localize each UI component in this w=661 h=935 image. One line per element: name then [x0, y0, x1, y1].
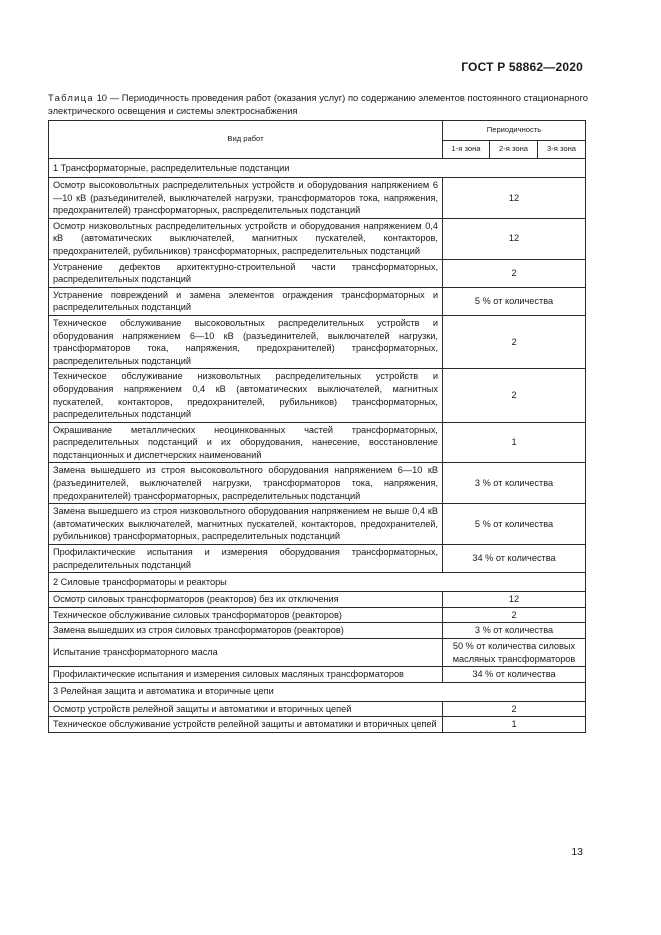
- periodicity-table: [48, 120, 586, 733]
- work-cell: Техническое обслуживание высоковольтных распределительных устройств и оборудования напряжением 6—10 кВ (разъединителей, выключателей нагрузки, трансформаторов тока, напряжения, предохранителей) трансформаторных, распределительных подстанций: [49, 315, 443, 368]
- periodicity-cell: 5 % от количества: [443, 504, 586, 545]
- table-caption: [48, 91, 588, 117]
- work-cell: Испытание трансформаторного масла: [49, 639, 443, 667]
- periodicity-cell: 34 % от количества: [443, 545, 586, 573]
- periodicity-cell: 3 % от количества: [443, 623, 586, 639]
- periodicity-cell: 12: [443, 218, 586, 259]
- column-header-work: Вид работ: [49, 121, 443, 159]
- periodicity-cell: 2: [443, 259, 586, 287]
- work-cell: Техническое обслуживание устройств релейной защиты и автоматики и вторичных цепей: [49, 717, 443, 733]
- periodicity-cell: 2: [443, 369, 586, 422]
- caption-text: 10 — Периодичность проведения работ (оказания услуг) по содержанию элементов постоянного стационарного электрического освещения и системы электроснабжения: [48, 92, 588, 116]
- work-cell: Устранение дефектов архитектурно-строительной части трансформаторных, распределительных подстанций: [49, 259, 443, 287]
- caption-lead: Таблица: [48, 92, 94, 103]
- work-cell: Техническое обслуживание низковольтных распределительных устройств и оборудования напряжением 0,4 кВ (автоматических выключателей, магнитных пускателей, контакторов, предохранителей, рубильников) трансформаторных, распределительных подстанций: [49, 369, 443, 422]
- column-header-zone-2: 2-я зона: [490, 141, 538, 159]
- periodicity-cell: 34 % от количества: [443, 667, 586, 683]
- work-cell: Замена вышедшего из строя высоковольтного оборудования напряжением 6—10 кВ (разъединителей, выключателей нагрузки, трансформаторов тока, напряжения, предохранителей) трансформаторных, распределительных подстанций: [49, 463, 443, 504]
- periodicity-cell: 3 % от количества: [443, 463, 586, 504]
- column-header-zone-1: 1-я зона: [443, 141, 490, 159]
- periodicity-cell: 2: [443, 315, 586, 368]
- work-cell: Осмотр силовых трансформаторов (реакторов) без их отключения: [49, 592, 443, 608]
- work-cell: Осмотр высоковольтных распределительных устройств и оборудования напряжением 6—10 кВ (разъединителей, выключателей нагрузки, трансформаторов тока, напряжения, предохранителей) трансформаторных, распределительных подстанций: [49, 178, 443, 219]
- work-cell: Окрашивание металлических неоцинкованных частей трансформаторных, распределительных подстанций и их оборудования, нанесение, восстановление подстанционных и диспетчерских наименований: [49, 422, 443, 463]
- periodicity-cell: 2: [443, 701, 586, 717]
- periodicity-cell: 1: [443, 422, 586, 463]
- work-cell: Осмотр низковольтных распределительных устройств и оборудования напряжением 0,4 кВ (автоматических выключателей, магнитных пускателей, контакторов, предохранителей, рубильников) трансформаторных, распределительных подстанций: [49, 218, 443, 259]
- periodicity-cell: 12: [443, 178, 586, 219]
- work-cell: Замена вышедшего из строя низковольтного оборудования напряжением не выше 0,4 кВ (автоматических выключателей, магнитных пускателей, контакторов, предохранителей, рубильников) трансформаторных, распределительных подстанций: [49, 504, 443, 545]
- work-cell: Замена вышедших из строя силовых трансформаторов (реакторов): [49, 623, 443, 639]
- column-header-zone-3: 3-я зона: [538, 141, 586, 159]
- document-code: ГОСТ Р 58862—2020: [461, 60, 583, 74]
- work-cell: Профилактические испытания и измерения силовых масляных трансформаторов: [49, 667, 443, 683]
- section-title: 3 Релейная защита и автоматика и вторичные цепи: [49, 682, 586, 701]
- periodicity-cell: 2: [443, 607, 586, 623]
- section-title: 1 Трансформаторные, распределительные подстанции: [49, 159, 586, 178]
- section-title: 2 Силовые трансформаторы и реакторы: [49, 573, 586, 592]
- work-cell: Техническое обслуживание силовых трансформаторов (реакторов): [49, 607, 443, 623]
- periodicity-cell: 1: [443, 717, 586, 733]
- page-number: 13: [571, 846, 583, 858]
- periodicity-cell: 12: [443, 592, 586, 608]
- work-cell: Профилактические испытания и измерения оборудования трансформаторных, распределительных подстанций: [49, 545, 443, 573]
- periodicity-cell: 50 % от количества силовых масляных трансформаторов: [443, 639, 586, 667]
- periodicity-cell: 5 % от количества: [443, 287, 586, 315]
- work-cell: Устранение повреждений и замена элементов ограждения трансформаторных и распределительных подстанций: [49, 287, 443, 315]
- work-cell: Осмотр устройств релейной защиты и автоматики и вторичных цепей: [49, 701, 443, 717]
- column-header-period: Периодичность: [443, 121, 586, 141]
